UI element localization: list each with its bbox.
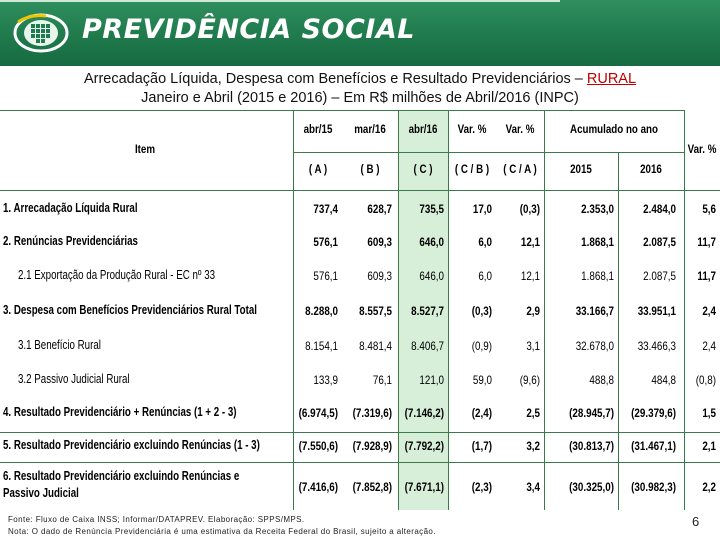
- cell-1-abr15: 737,4: [313, 202, 338, 216]
- cell-7-var-year: 1,5: [702, 406, 716, 420]
- cell-7-var-cb: (2,4): [471, 406, 492, 420]
- title-line-1: [0, 70, 720, 89]
- cell-9-var-ca: 3,4: [526, 480, 540, 494]
- cell-4-2016: 33.951,1: [637, 304, 676, 318]
- cell-5-var-cb: (0,9): [471, 339, 492, 353]
- cell-1-2016: 2.484,0: [643, 202, 676, 216]
- header-accumulated: Acumulado no ano: [570, 124, 658, 136]
- cell-4-var-cb: (0,3): [471, 304, 492, 318]
- cell-4-abr15: 8.288,0: [305, 304, 338, 318]
- cell-8-mar16: (7.928,9): [352, 439, 392, 453]
- cell-3-2015: 1.868,1: [581, 269, 614, 283]
- cell-1-abr16: 735,5: [419, 202, 444, 216]
- subheader-a: ( A ): [308, 164, 328, 176]
- cell-9-2016: (30.982,3): [631, 480, 676, 494]
- cell-9-abr16: (7.671,1): [404, 480, 444, 494]
- row-label-2-1: 2.1 Exportação da Produção Rural - EC nº 33: [18, 268, 216, 282]
- cell-9-var-cb: (2,3): [471, 480, 492, 494]
- cell-4-abr16: 8.527,7: [411, 304, 444, 318]
- row-label-3-1: 3.1 Benefício Rural: [18, 338, 101, 352]
- subheader-2016: 2016: [640, 164, 662, 176]
- cell-4-var-ca: 2,9: [526, 304, 540, 318]
- header-top-line: [0, 0, 560, 2]
- cell-7-2016: (29.379,6): [631, 406, 676, 420]
- row-label-6-line-1: 6. Resultado Previdenciário excluindo Renúncias e: [3, 469, 240, 483]
- cell-2-var-year: 11,7: [697, 235, 716, 249]
- subheader-cb: ( C / B ): [454, 164, 490, 176]
- footer-notes: [8, 514, 436, 538]
- cell-9-2015: (30.325,0): [569, 480, 614, 494]
- cell-5-abr16: 8.406,7: [411, 339, 444, 353]
- cell-3-var-cb: 6,0: [478, 269, 492, 283]
- cell-6-var-year: (0,8): [695, 373, 716, 387]
- header-item: Item: [134, 144, 156, 156]
- cell-3-abr16: 646,0: [419, 269, 444, 283]
- cell-9-var-year: 2,2: [702, 480, 716, 494]
- row-label-6: [3, 468, 239, 502]
- cell-1-var-cb: 17,0: [472, 202, 492, 216]
- cell-5-var-ca: 3,1: [526, 339, 540, 353]
- cell-7-abr16: (7.146,2): [404, 406, 444, 420]
- row-label-6-line-2: Passivo Judicial: [3, 486, 79, 500]
- table-top-border: [0, 110, 684, 111]
- cell-6-var-ca: (9,6): [519, 373, 540, 387]
- data-table: [0, 110, 720, 510]
- row-divider-5: [0, 432, 720, 433]
- subheader-2015: 2015: [570, 164, 592, 176]
- cell-8-var-ca: 3,2: [526, 439, 540, 453]
- cell-8-abr16: (7.792,2): [404, 439, 444, 453]
- footer-note: Nota: O dado de Renúncia Previdenciária é uma estimativa da Receita Federal do Brasil, sujeito a alteração.: [8, 527, 436, 536]
- cell-8-2016: (31.467,1): [631, 439, 676, 453]
- cell-6-2016: 484,8: [651, 373, 676, 387]
- row-label-1: 1. Arrecadação Líquida Rural: [3, 201, 138, 215]
- row-label-5: 5. Resultado Previdenciário excluindo Renúncias (1 - 3): [3, 438, 260, 452]
- title-line-1-text: Arrecadação Líquida, Despesa com Benefícios e Resultado Previdenciários –: [83, 71, 587, 87]
- cell-4-2015: 33.166,7: [575, 304, 614, 318]
- previdencia-logo-icon: [12, 12, 70, 54]
- title-line-2: Janeiro e Abril (2015 e 2016) – Em R$ milhões de Abril/2016 (INPC): [141, 90, 579, 106]
- cell-6-abr15: 133,9: [313, 373, 338, 387]
- header-var-ca: Var. %: [505, 124, 535, 136]
- cell-2-abr15: 576,1: [313, 235, 338, 249]
- subheader-c: ( C ): [413, 164, 433, 176]
- header-mar16: mar/16: [354, 124, 386, 136]
- page-number: 6: [692, 514, 700, 529]
- slide-title: [0, 70, 720, 108]
- cell-2-var-cb: 6,0: [478, 235, 492, 249]
- cell-5-mar16: 8.481,4: [359, 339, 392, 353]
- cell-4-var-year: 2,4: [702, 304, 716, 318]
- cell-7-var-ca: 2,5: [526, 406, 540, 420]
- cell-5-2016: 33.466,3: [637, 339, 676, 353]
- cell-6-abr16: 121,0: [419, 373, 444, 387]
- cell-2-mar16: 609,3: [367, 235, 392, 249]
- header-bar: [0, 0, 720, 66]
- cell-2-2015: 1.868,1: [581, 235, 614, 249]
- cell-6-var-cb: 59,0: [472, 373, 492, 387]
- cell-6-2015: 488,8: [589, 373, 614, 387]
- header-var-year: Var. %: [687, 144, 717, 156]
- cell-5-var-year: 2,4: [702, 339, 716, 353]
- row-label-2: 2. Renúncias Previdenciárias: [3, 234, 138, 248]
- cell-3-var-ca: 12,1: [520, 269, 540, 283]
- cell-9-abr15: (7.416,6): [298, 480, 338, 494]
- header-divider: [0, 190, 720, 191]
- cell-3-2016: 2.087,5: [643, 269, 676, 283]
- row-label-3-2: 3.2 Passivo Judicial Rural: [18, 372, 130, 386]
- brand-title: PREVIDÊNCIA SOCIAL: [82, 14, 415, 45]
- header-abr15: abr/15: [303, 124, 333, 136]
- cell-2-var-ca: 12,1: [520, 235, 540, 249]
- cell-1-var-year: 5,6: [702, 202, 716, 216]
- cell-9-mar16: (7.852,8): [352, 480, 392, 494]
- subheader-divider: [293, 152, 685, 153]
- cell-1-2015: 2.353,0: [581, 202, 614, 216]
- cell-3-var-year: 11,7: [697, 269, 716, 283]
- cell-5-2015: 32.678,0: [575, 339, 614, 353]
- row-label-3: 3. Despesa com Benefícios Previdenciários Rural Total: [3, 303, 257, 317]
- title-highlight: RURAL: [586, 71, 637, 87]
- cell-3-abr15: 576,1: [313, 269, 338, 283]
- cell-7-mar16: (7.319,6): [352, 406, 392, 420]
- column-divider-acum-left: [544, 110, 545, 510]
- cell-8-abr15: (7.550,6): [298, 439, 338, 453]
- subheader-b: ( B ): [360, 164, 380, 176]
- cell-2-abr16: 646,0: [419, 235, 444, 249]
- cell-2-2016: 2.087,5: [643, 235, 676, 249]
- row-divider-6: [0, 462, 720, 463]
- header-var-cb: Var. %: [457, 124, 487, 136]
- header-abr16: abr/16: [408, 124, 438, 136]
- cell-6-mar16: 76,1: [372, 373, 392, 387]
- cell-1-var-ca: (0,3): [519, 202, 540, 216]
- cell-7-2015: (28.945,7): [569, 406, 614, 420]
- footer-source: Fonte: Fluxo de Caixa INSS; Informar/DATAPREV. Elaboração: SPPS/MPS.: [8, 515, 305, 524]
- cell-8-var-cb: (1,7): [471, 439, 492, 453]
- cell-8-var-year: 2,1: [702, 439, 716, 453]
- cell-8-2015: (30.813,7): [569, 439, 614, 453]
- row-label-4: 4. Resultado Previdenciário + Renúncias (1 + 2 - 3): [3, 405, 237, 419]
- cell-4-mar16: 8.557,5: [359, 304, 392, 318]
- cell-3-mar16: 609,3: [367, 269, 392, 283]
- subheader-ca: ( C / A ): [503, 164, 537, 176]
- cell-7-abr15: (6.974,5): [298, 406, 338, 420]
- cell-1-mar16: 628,7: [367, 202, 392, 216]
- cell-5-abr15: 8.154,1: [305, 339, 338, 353]
